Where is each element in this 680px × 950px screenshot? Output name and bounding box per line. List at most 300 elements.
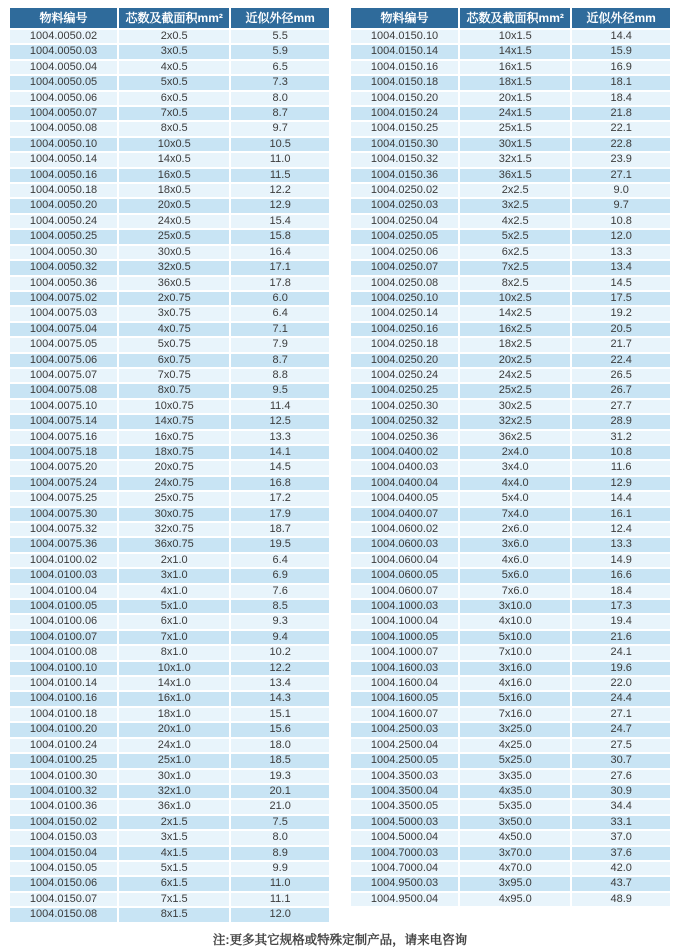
table-row — [351, 292, 670, 305]
table-cell: 15.9 — [572, 45, 670, 58]
table-cell: 3x0.5 — [119, 45, 229, 58]
table-cell: 5x4.0 — [460, 492, 570, 505]
table-cell: 8x0.5 — [119, 122, 229, 135]
table-cell: 7.6 — [231, 585, 329, 598]
table-cell: 8.0 — [231, 831, 329, 844]
table-cell: 25x1.5 — [460, 122, 570, 135]
table-row — [10, 739, 329, 752]
table-cell: 13.4 — [231, 677, 329, 690]
table-cell: 12.2 — [231, 184, 329, 197]
table-cell: 48.9 — [572, 893, 670, 906]
table-cell: 18.7 — [231, 523, 329, 536]
table-cell: 22.1 — [572, 122, 670, 135]
spec-table-left — [8, 6, 331, 924]
table-cell: 8.0 — [231, 92, 329, 105]
table-cell: 16.9 — [572, 61, 670, 74]
table-row — [10, 461, 329, 474]
table-cell: 1004.0075.06 — [10, 354, 117, 367]
table-cell: 1004.0100.06 — [10, 615, 117, 628]
table-cell: 31.2 — [572, 431, 670, 444]
table-row — [10, 230, 329, 243]
table-cell: 1004.0075.07 — [10, 369, 117, 382]
table-cell: 1004.9500.04 — [351, 893, 458, 906]
table-row — [10, 323, 329, 336]
table-cell: 18x1.5 — [460, 76, 570, 89]
table-cell: 4x2.5 — [460, 215, 570, 228]
table-cell: 5x6.0 — [460, 569, 570, 582]
table-row — [10, 246, 329, 259]
table-cell: 1004.0250.18 — [351, 338, 458, 351]
table-cell: 5x0.5 — [119, 76, 229, 89]
table-cell: 37.6 — [572, 847, 670, 860]
table-cell: 5x1.5 — [119, 862, 229, 875]
table-cell: 26.7 — [572, 384, 670, 397]
table-cell: 16.1 — [572, 508, 670, 521]
table-row — [351, 662, 670, 675]
table-cell: 12.9 — [231, 199, 329, 212]
table-row — [351, 816, 670, 829]
table-row — [10, 76, 329, 89]
table-row — [10, 785, 329, 798]
table-row — [351, 431, 670, 444]
table-cell: 17.1 — [231, 261, 329, 274]
table-cell: 24.1 — [572, 646, 670, 659]
table-row — [351, 215, 670, 228]
table-cell: 3x4.0 — [460, 461, 570, 474]
table-cell: 1004.0050.16 — [10, 169, 117, 182]
table-row — [10, 45, 329, 58]
table-row — [10, 292, 329, 305]
table-row — [351, 862, 670, 875]
table-row — [351, 277, 670, 290]
table-cell: 14x0.5 — [119, 153, 229, 166]
table-cell: 1004.0600.02 — [351, 523, 458, 536]
table-cell: 1004.0075.24 — [10, 477, 117, 490]
table-cell: 6.0 — [231, 292, 329, 305]
table-row — [351, 230, 670, 243]
table-cell: 2x1.5 — [119, 816, 229, 829]
table-row — [10, 338, 329, 351]
table-cell: 3x1.0 — [119, 569, 229, 582]
table-cell: 1004.0075.14 — [10, 415, 117, 428]
table-cell: 32x1.5 — [460, 153, 570, 166]
table-cell: 12.4 — [572, 523, 670, 536]
table-cell: 12.5 — [231, 415, 329, 428]
table-cell: 9.7 — [231, 122, 329, 135]
table-cell: 18.1 — [572, 76, 670, 89]
table-cell: 1004.0250.16 — [351, 323, 458, 336]
table-cell: 1004.0100.07 — [10, 631, 117, 644]
table-row — [10, 723, 329, 736]
table-cell: 6x1.0 — [119, 615, 229, 628]
table-cell: 27.1 — [572, 708, 670, 721]
table-row — [10, 431, 329, 444]
table-row — [10, 354, 329, 367]
table-cell: 1004.5000.04 — [351, 831, 458, 844]
table-cell: 6.5 — [231, 61, 329, 74]
table-cell: 1004.0075.36 — [10, 538, 117, 551]
table-row — [10, 261, 329, 274]
table-cell: 1004.0100.20 — [10, 723, 117, 736]
table-cell: 4x50.0 — [460, 831, 570, 844]
table-cell: 20.1 — [231, 785, 329, 798]
table-cell: 1004.0100.14 — [10, 677, 117, 690]
table-cell: 1004.0250.25 — [351, 384, 458, 397]
table-cell: 42.0 — [572, 862, 670, 875]
table-row — [351, 415, 670, 428]
table-cell: 1004.0250.07 — [351, 261, 458, 274]
table-cell: 1004.0250.08 — [351, 277, 458, 290]
table-cell: 1004.0100.04 — [10, 585, 117, 598]
table-cell: 1004.1600.03 — [351, 662, 458, 675]
table-cell: 1004.0250.24 — [351, 369, 458, 382]
table-cell: 1004.0100.32 — [10, 785, 117, 798]
table-cell: 1004.0250.05 — [351, 230, 458, 243]
table-cell: 1004.0150.24 — [351, 107, 458, 120]
table-cell: 1004.0150.30 — [351, 138, 458, 151]
table-cell: 1004.0100.36 — [10, 800, 117, 813]
table-row — [351, 785, 670, 798]
table-cell: 1004.0075.25 — [10, 492, 117, 505]
table-cell: 3x95.0 — [460, 877, 570, 890]
table-cell: 14.4 — [572, 30, 670, 43]
table-cell: 1004.0050.36 — [10, 277, 117, 290]
table-cell: 1004.0050.32 — [10, 261, 117, 274]
table-cell: 30x0.5 — [119, 246, 229, 259]
spec-table-right — [349, 6, 672, 908]
table-cell: 4x1.0 — [119, 585, 229, 598]
table-cell: 1004.0150.02 — [10, 816, 117, 829]
table-cell: 1004.3500.03 — [351, 770, 458, 783]
table-cell: 5.9 — [231, 45, 329, 58]
table-cell: 5x25.0 — [460, 754, 570, 767]
table-cell: 1004.0250.03 — [351, 199, 458, 212]
table-cell: 16.6 — [572, 569, 670, 582]
table-row — [10, 569, 329, 582]
table-row — [351, 107, 670, 120]
table-cell: 18x0.5 — [119, 184, 229, 197]
table-cell: 1004.5000.03 — [351, 816, 458, 829]
table-cell: 1004.0250.36 — [351, 431, 458, 444]
table-cell: 10x1.0 — [119, 662, 229, 675]
table-cell: 1004.0150.16 — [351, 61, 458, 74]
table-cell: 15.4 — [231, 215, 329, 228]
table-row — [10, 631, 329, 644]
table-row — [10, 153, 329, 166]
table-cell: 1004.3500.05 — [351, 800, 458, 813]
table-row — [351, 307, 670, 320]
table-cell: 2x0.75 — [119, 292, 229, 305]
table-cell: 11.4 — [231, 400, 329, 413]
table-cell: 17.3 — [572, 600, 670, 613]
table-row — [10, 446, 329, 459]
table-header-left — [10, 8, 329, 28]
table-row — [351, 384, 670, 397]
table-row — [10, 615, 329, 628]
table-cell: 3x35.0 — [460, 770, 570, 783]
table-cell: 11.1 — [231, 893, 329, 906]
table-cell: 10.2 — [231, 646, 329, 659]
table-row — [351, 877, 670, 890]
table-row — [351, 754, 670, 767]
table-row — [10, 831, 329, 844]
table-cell: 1004.0075.04 — [10, 323, 117, 336]
table-cell: 43.7 — [572, 877, 670, 890]
table-cell: 5x16.0 — [460, 692, 570, 705]
table-cell: 23.9 — [572, 153, 670, 166]
table-cell: 18x0.75 — [119, 446, 229, 459]
table-cell: 12.0 — [231, 908, 329, 921]
table-cell: 9.9 — [231, 862, 329, 875]
table-cell: 6x1.5 — [119, 877, 229, 890]
table-cell: 20x0.75 — [119, 461, 229, 474]
table-cell: 1004.0100.05 — [10, 600, 117, 613]
table-row — [10, 800, 329, 813]
table-row — [10, 369, 329, 382]
table-cell: 1004.0150.25 — [351, 122, 458, 135]
table-cell: 11.5 — [231, 169, 329, 182]
table-cell: 14.5 — [572, 277, 670, 290]
table-cell: 2x1.0 — [119, 554, 229, 567]
table-cell: 2x0.5 — [119, 30, 229, 43]
table-cell: 1004.0400.04 — [351, 477, 458, 490]
table-row — [351, 554, 670, 567]
table-cell: 1004.0075.20 — [10, 461, 117, 474]
table-row — [351, 677, 670, 690]
column-header-material-number: 物料编号 — [351, 8, 458, 28]
table-cell: 16.4 — [231, 246, 329, 259]
table-row — [351, 569, 670, 582]
table-cell: 1004.1000.05 — [351, 631, 458, 644]
table-row — [351, 30, 670, 43]
table-cell: 5.5 — [231, 30, 329, 43]
table-cell: 7x4.0 — [460, 508, 570, 521]
table-cell: 27.1 — [572, 169, 670, 182]
table-cell: 1004.0075.30 — [10, 508, 117, 521]
table-row — [351, 847, 670, 860]
table-cell: 5x1.0 — [119, 600, 229, 613]
table-header-right — [351, 8, 670, 28]
table-cell: 18.5 — [231, 754, 329, 767]
column-header-material-number: 物料编号 — [10, 8, 117, 28]
table-cell: 6.9 — [231, 569, 329, 582]
table-row — [10, 585, 329, 598]
table-row — [351, 76, 670, 89]
column-header-outer-diameter: 近似外径mm — [572, 8, 670, 28]
table-cell: 1004.0250.14 — [351, 307, 458, 320]
table-cell: 24x0.5 — [119, 215, 229, 228]
table-cell: 4x70.0 — [460, 862, 570, 875]
table-cell: 32x0.5 — [119, 261, 229, 274]
table-cell: 8x1.0 — [119, 646, 229, 659]
table-body-left — [10, 30, 329, 922]
table-cell: 30.9 — [572, 785, 670, 798]
table-row — [351, 246, 670, 259]
table-cell: 14x0.75 — [119, 415, 229, 428]
table-cell: 1004.0100.18 — [10, 708, 117, 721]
table-cell: 1004.0100.08 — [10, 646, 117, 659]
table-cell: 5x35.0 — [460, 800, 570, 813]
table-cell: 6.4 — [231, 554, 329, 567]
table-cell: 8x0.75 — [119, 384, 229, 397]
table-cell: 22.4 — [572, 354, 670, 367]
table-cell: 16x0.5 — [119, 169, 229, 182]
table-cell: 36x1.0 — [119, 800, 229, 813]
table-cell: 9.7 — [572, 199, 670, 212]
table-cell: 7x10.0 — [460, 646, 570, 659]
table-row — [351, 631, 670, 644]
table-cell: 4x0.75 — [119, 323, 229, 336]
table-cell: 19.6 — [572, 662, 670, 675]
table-cell: 1004.0050.03 — [10, 45, 117, 58]
table-cell: 13.4 — [572, 261, 670, 274]
tables-container — [8, 6, 672, 924]
table-cell: 8.7 — [231, 354, 329, 367]
table-row — [10, 677, 329, 690]
table-cell: 1004.0100.24 — [10, 739, 117, 752]
table-cell: 1004.1000.07 — [351, 646, 458, 659]
table-row — [10, 122, 329, 135]
table-cell: 34.4 — [572, 800, 670, 813]
table-cell: 30x1.5 — [460, 138, 570, 151]
table-cell: 1004.0050.24 — [10, 215, 117, 228]
table-cell: 4x4.0 — [460, 477, 570, 490]
table-body-right — [351, 30, 670, 906]
table-cell: 1004.0600.05 — [351, 569, 458, 582]
table-cell: 1004.0150.18 — [351, 76, 458, 89]
table-cell: 1004.0250.30 — [351, 400, 458, 413]
table-cell: 4x16.0 — [460, 677, 570, 690]
table-cell: 6x0.75 — [119, 354, 229, 367]
table-cell: 14.5 — [231, 461, 329, 474]
table-row — [351, 646, 670, 659]
table-cell: 36x0.5 — [119, 277, 229, 290]
table-cell: 11.0 — [231, 877, 329, 890]
table-cell: 17.8 — [231, 277, 329, 290]
table-cell: 1004.0050.10 — [10, 138, 117, 151]
table-cell: 3x2.5 — [460, 199, 570, 212]
table-row — [10, 384, 329, 397]
table-cell: 1004.0400.03 — [351, 461, 458, 474]
table-cell: 8x1.5 — [119, 908, 229, 921]
table-cell: 24.4 — [572, 692, 670, 705]
table-cell: 8.7 — [231, 107, 329, 120]
table-row — [10, 646, 329, 659]
table-cell: 18.4 — [572, 92, 670, 105]
table-row — [351, 615, 670, 628]
table-cell: 9.4 — [231, 631, 329, 644]
table-cell: 32x2.5 — [460, 415, 570, 428]
table-cell: 13.3 — [231, 431, 329, 444]
table-cell: 14x2.5 — [460, 307, 570, 320]
table-cell: 1004.0600.04 — [351, 554, 458, 567]
table-row — [351, 45, 670, 58]
table-cell: 4x95.0 — [460, 893, 570, 906]
table-cell: 1004.0400.05 — [351, 492, 458, 505]
table-cell: 14x1.0 — [119, 677, 229, 690]
table-cell: 20x2.5 — [460, 354, 570, 367]
table-row — [351, 369, 670, 382]
table-cell: 11.6 — [572, 461, 670, 474]
table-row — [351, 61, 670, 74]
table-cell: 25x2.5 — [460, 384, 570, 397]
table-cell: 3x16.0 — [460, 662, 570, 675]
table-row — [10, 662, 329, 675]
table-cell: 1004.0050.05 — [10, 76, 117, 89]
table-cell: 1004.0050.08 — [10, 122, 117, 135]
table-cell: 17.5 — [572, 292, 670, 305]
table-row — [10, 708, 329, 721]
table-cell: 4x25.0 — [460, 739, 570, 752]
table-cell: 1004.0050.04 — [10, 61, 117, 74]
table-row — [10, 477, 329, 490]
table-row — [351, 739, 670, 752]
table-row — [10, 277, 329, 290]
table-row — [10, 107, 329, 120]
table-row — [351, 261, 670, 274]
table-row — [10, 600, 329, 613]
table-cell: 15.1 — [231, 708, 329, 721]
table-cell: 21.0 — [231, 800, 329, 813]
table-cell: 13.3 — [572, 246, 670, 259]
table-cell: 1004.0075.32 — [10, 523, 117, 536]
table-cell: 1004.0100.02 — [10, 554, 117, 567]
table-cell: 1004.0150.14 — [351, 45, 458, 58]
column-header-outer-diameter: 近似外径mm — [231, 8, 329, 28]
table-cell: 1004.0050.20 — [10, 199, 117, 212]
table-cell: 1004.2500.03 — [351, 723, 458, 736]
table-cell: 25x1.0 — [119, 754, 229, 767]
table-cell: 2x4.0 — [460, 446, 570, 459]
table-row — [10, 215, 329, 228]
table-cell: 16.8 — [231, 477, 329, 490]
table-cell: 19.4 — [572, 615, 670, 628]
table-cell: 13.3 — [572, 538, 670, 551]
table-cell: 1004.0150.07 — [10, 893, 117, 906]
table-row — [10, 184, 329, 197]
table-cell: 36x0.75 — [119, 538, 229, 551]
table-cell: 10.5 — [231, 138, 329, 151]
header-row — [351, 8, 670, 28]
table-cell: 22.0 — [572, 677, 670, 690]
table-cell: 3x50.0 — [460, 816, 570, 829]
table-cell: 1004.1000.03 — [351, 600, 458, 613]
table-row — [10, 847, 329, 860]
table-row — [351, 492, 670, 505]
table-cell: 1004.0150.06 — [10, 877, 117, 890]
table-cell: 10x1.5 — [460, 30, 570, 43]
table-cell: 1004.0600.07 — [351, 585, 458, 598]
table-row — [10, 492, 329, 505]
table-cell: 1004.7000.03 — [351, 847, 458, 860]
table-row — [351, 708, 670, 721]
table-row — [10, 523, 329, 536]
table-cell: 1004.0150.20 — [351, 92, 458, 105]
table-row — [351, 169, 670, 182]
table-row — [10, 138, 329, 151]
table-cell: 19.5 — [231, 538, 329, 551]
table-cell: 4x10.0 — [460, 615, 570, 628]
table-cell: 1004.0075.10 — [10, 400, 117, 413]
table-row — [351, 770, 670, 783]
table-row — [351, 692, 670, 705]
table-cell: 3x6.0 — [460, 538, 570, 551]
table-cell: 1004.0050.07 — [10, 107, 117, 120]
table-cell: 14.3 — [231, 692, 329, 705]
table-cell: 1004.0600.03 — [351, 538, 458, 551]
table-row — [10, 877, 329, 890]
table-row — [351, 338, 670, 351]
